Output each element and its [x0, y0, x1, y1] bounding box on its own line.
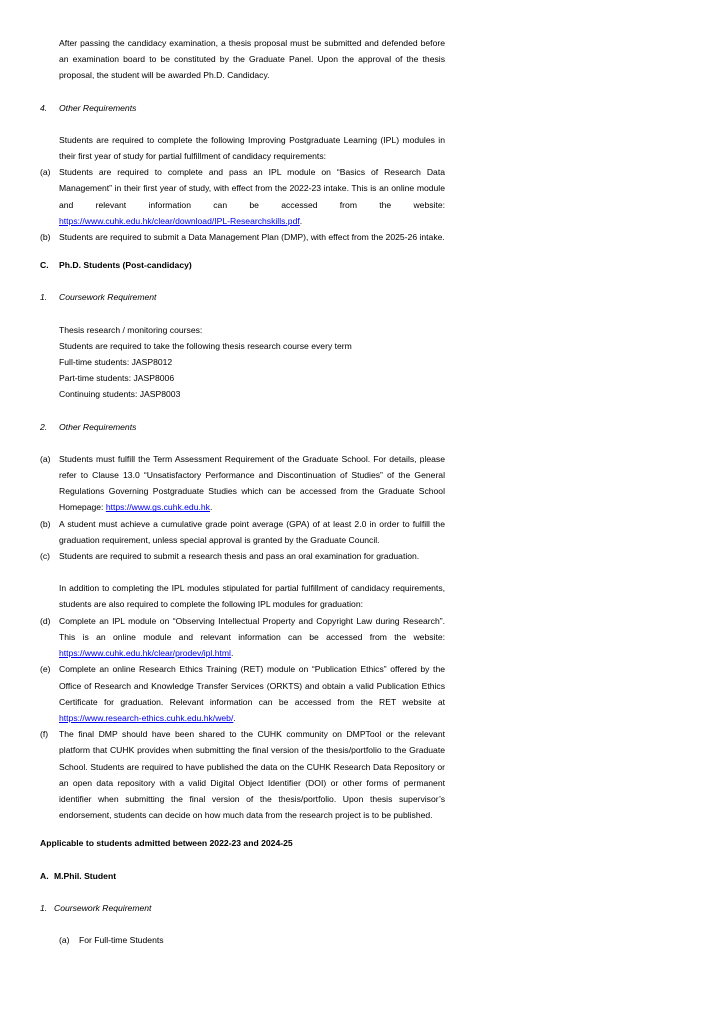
- coursework-block: [40, 322, 445, 403]
- heading-title: Other Requirements: [59, 421, 137, 432]
- ipl-graduation-intro: In addition to completing the IPL modules stipulated for partial fulfillment of candidacy requirements, students are also required to complete the following IPL modules for graduation:: [59, 583, 445, 610]
- heading-title: Coursework Requirement: [59, 292, 157, 303]
- item-punctuation: .: [209, 502, 213, 513]
- item-label: (c): [40, 551, 51, 562]
- intro-paragraph: After passing the candidacy examination, a thesis proposal must be submitted and defended before an examination board to be constituted by the Graduate Panel. Upon the approval of the thesis proposal, the student will be awarded Ph.D. Candidacy.: [59, 38, 445, 81]
- pre-candidacy-item: [40, 229, 445, 245]
- item-link[interactable]: https://www.gs.cuhk.edu.hk: [105, 502, 210, 513]
- coursework-line: Full-time students: JASP8012: [59, 357, 173, 368]
- item-label: (a): [40, 453, 51, 464]
- item-text: For Full-time Students: [79, 934, 164, 945]
- item-label: (b): [40, 518, 51, 529]
- coursework-line: Students are required to take the following thesis research course every term: [59, 340, 352, 351]
- heading-number: 4.: [40, 102, 48, 113]
- item-text: [59, 451, 445, 516]
- coursework-line: Part-time students: JASP8006: [59, 373, 175, 384]
- item-body: Students are required to submit a Data Management Plan (DMP), with effect from the 2025-26 intake.: [59, 232, 445, 243]
- item-label: (a): [59, 934, 70, 945]
- graduation-item: [40, 661, 445, 726]
- heading-title: Ph.D. Students (Post-candidacy): [59, 260, 192, 271]
- heading-number: 1.: [40, 292, 48, 303]
- heading-title: Coursework Requirement: [54, 902, 152, 913]
- full-time-students-item: [40, 932, 445, 948]
- post-candidacy-item: [40, 548, 445, 564]
- item-body: A student must achieve a cumulative grade point average (GPA) of at least 2.0 in order to fulfill the graduation requirement, unless special approval is granted by the Graduate Council.: [59, 518, 445, 545]
- heading-number: A.: [40, 870, 49, 881]
- item-text: [59, 229, 445, 245]
- document-content: [40, 35, 445, 948]
- coursework-line: Thesis research / monitoring courses:: [59, 324, 203, 335]
- item-body: Complete an online Research Ethics Training (RET) module on “Publication Ethics” offered by the Office of Research and Knowledge Transfer Services (ORKTS) and obtain a valid Publication Ethics Certificate for graduation. Relevant information can be accessed from the RET website at: [59, 664, 445, 707]
- item-punctuation: .: [233, 712, 236, 723]
- item-text: [59, 661, 445, 726]
- item-text: [59, 164, 445, 229]
- heading-number: C.: [40, 260, 49, 271]
- item-link[interactable]: https://www.research-ethics.cuhk.edu.hk/web/: [59, 712, 234, 723]
- pre-candidacy-item: [40, 164, 445, 229]
- post-candidacy-item: [40, 451, 445, 516]
- heading-number: 1.: [40, 902, 48, 913]
- item-label: (b): [40, 232, 51, 243]
- applicable-heading: Applicable to students admitted between 2022-23 and 2024-25: [40, 838, 293, 849]
- heading-number: 2.: [40, 421, 48, 432]
- heading-phd-post-candidacy: [40, 257, 445, 273]
- heading-title: Other Requirements: [59, 102, 137, 113]
- item-body: The final DMP should have been shared to the CUHK community on DMPTool or the relevant platform that CUHK provides when submitting the final version of the thesis/portfolio to the Graduate School. Students are required to have published the data on the CUHK Research Data Repository or an open data repository with a valid Digital Object Identifier (DOI) or other forms of permanent identifier when submitting the final version of the thesis/portfolio. Upon thesis supervisor’s endorsement, students can decide on how much data from the research project is to be published.: [59, 729, 445, 821]
- item-body: Complete an IPL module on “Observing Intellectual Property and Copyright Law during Research”. This is an online module and relevant information can be accessed from the website:: [59, 615, 445, 642]
- item-text: [59, 516, 445, 548]
- graduation-item-list: [40, 613, 445, 824]
- graduation-item: [40, 613, 445, 662]
- heading-other-requirements-2: [40, 419, 445, 435]
- item-body: Students are required to submit a research thesis and pass an oral examination for graduation.: [59, 551, 420, 562]
- item-text: [59, 726, 445, 823]
- item-label: (e): [40, 664, 51, 675]
- item-body: Students are required to complete and pass an IPL module on “Basics of Research Data Management” in their first year of study, with effect from the 2022-23 intake. This is an online module and relevant information can be accessed from the website:: [59, 167, 445, 210]
- post-candidacy-item: [40, 516, 445, 548]
- item-punctuation: .: [230, 648, 234, 659]
- coursework-line: Continuing students: JASP8003: [59, 389, 181, 400]
- graduation-item: [40, 726, 445, 823]
- heading-mphil-student: [40, 868, 445, 884]
- item-label: (d): [40, 615, 51, 626]
- item-label: (a): [40, 167, 51, 178]
- item-text: [59, 548, 445, 564]
- ipl-intro-paragraph: Students are required to complete the following Improving Postgraduate Learning (IPL) modules in their first year of study for partial fulfillment of candidacy requirements:: [59, 134, 445, 162]
- item-body: Students must fulfill the Term Assessment Requirement of the Graduate School. For details, please refer to Clause 13.0 “Unsatisfactory Performance and Discontinuation of Studies” of the General Regulations Governing Postgraduate Studies which can be accessed from the Graduate School Homepage:: [59, 453, 445, 513]
- item-punctuation: .: [299, 215, 303, 226]
- pre-candidacy-item-list: [40, 164, 445, 245]
- item-label: (f): [40, 729, 49, 740]
- heading-mphil-coursework: [40, 900, 445, 916]
- heading-coursework-requirement: [40, 289, 445, 305]
- post-candidacy-item-list: [40, 451, 445, 564]
- item-link[interactable]: https://www.cuhk.edu.hk/clear/download/IPL-Researchskills.pdf: [59, 215, 300, 226]
- heading-title: M.Phil. Student: [54, 870, 117, 881]
- item-text: [59, 613, 445, 662]
- heading-other-requirements: [40, 100, 445, 116]
- item-link[interactable]: https://www.cuhk.edu.hk/clear/prodev/ipl.html: [59, 648, 231, 659]
